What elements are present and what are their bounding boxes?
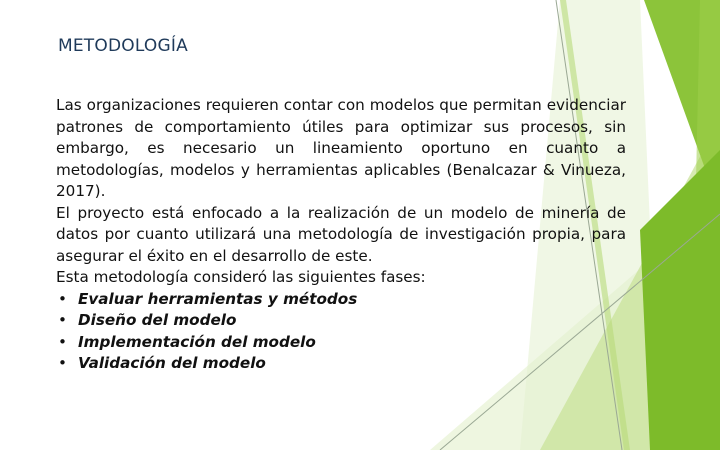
green-stripe-right-edge	[640, 150, 720, 450]
fase-label: Implementación del modelo	[78, 332, 316, 351]
list-item	[56, 310, 626, 332]
slide-body	[56, 95, 626, 375]
fase-label: Diseño del modelo	[78, 311, 237, 329]
slide-title: METODOLOGÍA	[58, 36, 188, 56]
fases-list	[56, 289, 626, 375]
list-item	[56, 289, 626, 311]
paragraph-fases-intro: Esta metodología consideró las siguientes fases:	[56, 268, 426, 286]
bullet-icon: •	[58, 332, 67, 351]
bullet-icon: •	[58, 311, 67, 329]
bullet-icon: •	[58, 354, 67, 372]
paragraph-proyecto: El proyecto está enfocado a la realización de un modelo de minería de datos por cuanto utilizará una metodología de investigación propia, para asegurar el éxito en el desarrollo de este.	[56, 203, 626, 265]
fase-label: Validación del modelo	[78, 354, 266, 372]
paragraph-organizaciones: Las organizaciones requieren contar con modelos que permitan evidenciar patrones de comportamiento útiles para optimizar sus procesos, sin embargo, es necesario un lineamiento oportuno en cuanto a metodologías, modelos y herramientas aplicables (Benalcazar & Vinueza, 2017).	[56, 96, 626, 200]
fase-label: Evaluar herramientas y métodos	[78, 289, 358, 308]
list-item	[56, 353, 626, 375]
list-item	[56, 332, 626, 354]
bullet-icon: •	[58, 289, 67, 308]
